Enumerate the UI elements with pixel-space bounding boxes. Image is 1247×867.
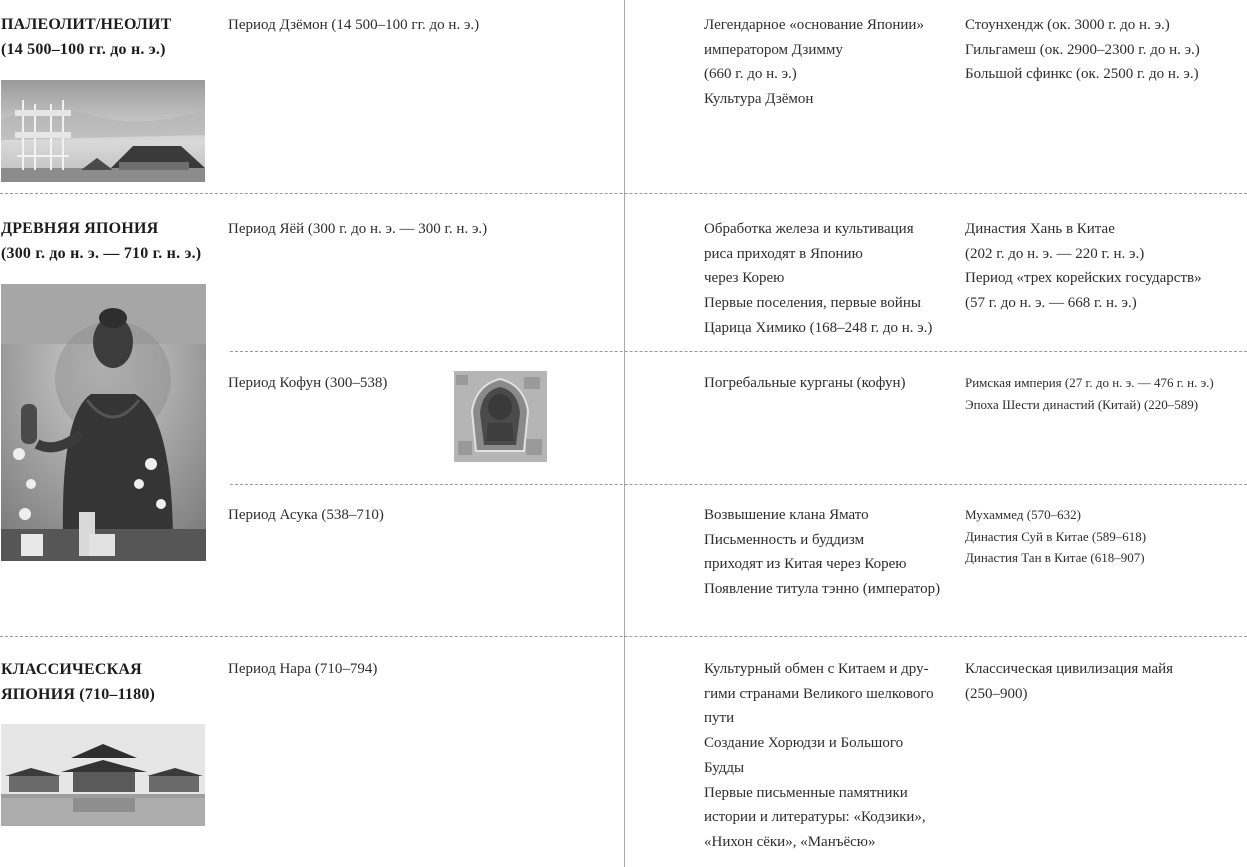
- era-separator: [0, 636, 1247, 637]
- event-line: риса приходят в Японию: [704, 245, 863, 262]
- world-event-line: Стоунхендж (ок. 3000 г. до н. э.): [965, 17, 1170, 33]
- event-line: Культурный обмен с Китаем и дру-: [704, 661, 929, 677]
- era-title-line: ЯПОНИЯ (710–1180): [1, 686, 156, 703]
- event-line: Царица Химико (168–248 г. до н. э.): [704, 319, 933, 336]
- world-event-line: Гильгамеш (ок. 2900–2300 г. до н. э.): [965, 41, 1200, 58]
- world-events: [965, 13, 1200, 87]
- era-title-line: (300 г. до н. э. — 710 г. н. э.): [1, 245, 202, 262]
- world-event-line: Династия Хань в Китае: [965, 221, 1115, 237]
- event-line: (660 г. до н. э.): [704, 66, 797, 83]
- era-separator: [0, 193, 1247, 194]
- period-name: Период Дзёмон (14 500–100 гг. до н. э.): [228, 17, 480, 33]
- world-event-line: Классическая цивилизация майя: [965, 661, 1174, 677]
- period-events: [704, 371, 906, 396]
- period-events: [704, 13, 924, 112]
- period-events: [704, 503, 940, 602]
- event-line: пути: [704, 710, 735, 727]
- event-line: Возвышение клана Ямато: [704, 507, 869, 523]
- world-event-line: (250–900): [965, 685, 1028, 702]
- world-event-line: Династия Суй в Китае (589–618): [965, 528, 1147, 544]
- period-name: Период Асука (538–710): [228, 507, 384, 523]
- kofun-aerial-photo: [454, 371, 547, 462]
- event-line: Создание Хорюдзи и Большого: [704, 735, 904, 752]
- world-events: [965, 372, 1214, 415]
- era-title: [1, 216, 201, 266]
- world-event-line: (57 г. до н. э. — 668 г. н. э.): [965, 295, 1137, 312]
- era-title: [1, 12, 172, 62]
- event-line: Первые письменные памятники: [704, 784, 908, 801]
- event-line: через Корею: [704, 270, 785, 287]
- period-events: [704, 217, 932, 341]
- world-event-line: Династия Тан в Китае (618–907): [965, 550, 1145, 565]
- period-name: Период Яёй (300 г. до н. э. — 300 г. н. э.): [228, 221, 488, 237]
- world-events: [965, 504, 1146, 569]
- era-title: [1, 657, 155, 707]
- world-event-line: Период «трех корейских государств»: [965, 270, 1202, 287]
- period-separator: [230, 484, 1247, 485]
- era-title-line: (14 500–100 гг. до н. э.): [1, 41, 166, 58]
- event-line: «Нихон сёки», «Манъёсю»: [704, 833, 876, 850]
- era-title-line: ДРЕВНЯЯ ЯПОНИЯ: [1, 220, 159, 237]
- event-line: Культура Дзёмон: [704, 91, 814, 108]
- event-line: приходят из Китая через Корею: [704, 556, 907, 573]
- world-event-line: Большой сфинкс (ок. 2500 г. до н. э.): [965, 66, 1199, 83]
- event-line: Появление титула тэнно (император): [704, 581, 941, 598]
- world-events: [965, 217, 1202, 316]
- world-events: [965, 657, 1173, 706]
- temple-photo: [1, 724, 205, 826]
- event-line: Погребальные курганы (кофун): [704, 375, 906, 391]
- event-line: гими странами Великого шелкового: [704, 685, 934, 702]
- world-event-line: Эпоха Шести династий (Китай) (220–589): [965, 396, 1199, 412]
- event-line: Обработка железа и культивация: [704, 221, 914, 237]
- period-events: [704, 657, 934, 855]
- era-title-line: КЛАССИЧЕСКАЯ: [1, 661, 142, 678]
- event-line: истории и литературы: «Кодзики»,: [704, 809, 926, 826]
- event-line: Будды: [704, 759, 745, 776]
- event-line: императором Дзимму: [704, 41, 843, 58]
- column-divider: [624, 0, 625, 867]
- period-name: Период Кофун (300–538): [228, 375, 388, 391]
- world-event-line: (202 г. до н. э. — 220 г. н. э.): [965, 245, 1145, 262]
- world-event-line: Мухаммед (570–632): [965, 507, 1081, 522]
- buddha-photo: [1, 284, 206, 561]
- world-event-line: Римская империя (27 г. до н. э. — 476 г. н. э.): [965, 375, 1214, 390]
- era-title-line: ПАЛЕОЛИТ/НЕОЛИТ: [1, 16, 172, 33]
- tower-photo: [1, 80, 205, 182]
- period-separator: [230, 351, 1247, 352]
- event-line: Первые поселения, первые войны: [704, 295, 921, 312]
- event-line: Письменность и буддизм: [704, 531, 865, 548]
- period-name: Период Нара (710–794): [228, 661, 378, 677]
- event-line: Легендарное «основание Японии»: [704, 17, 924, 33]
